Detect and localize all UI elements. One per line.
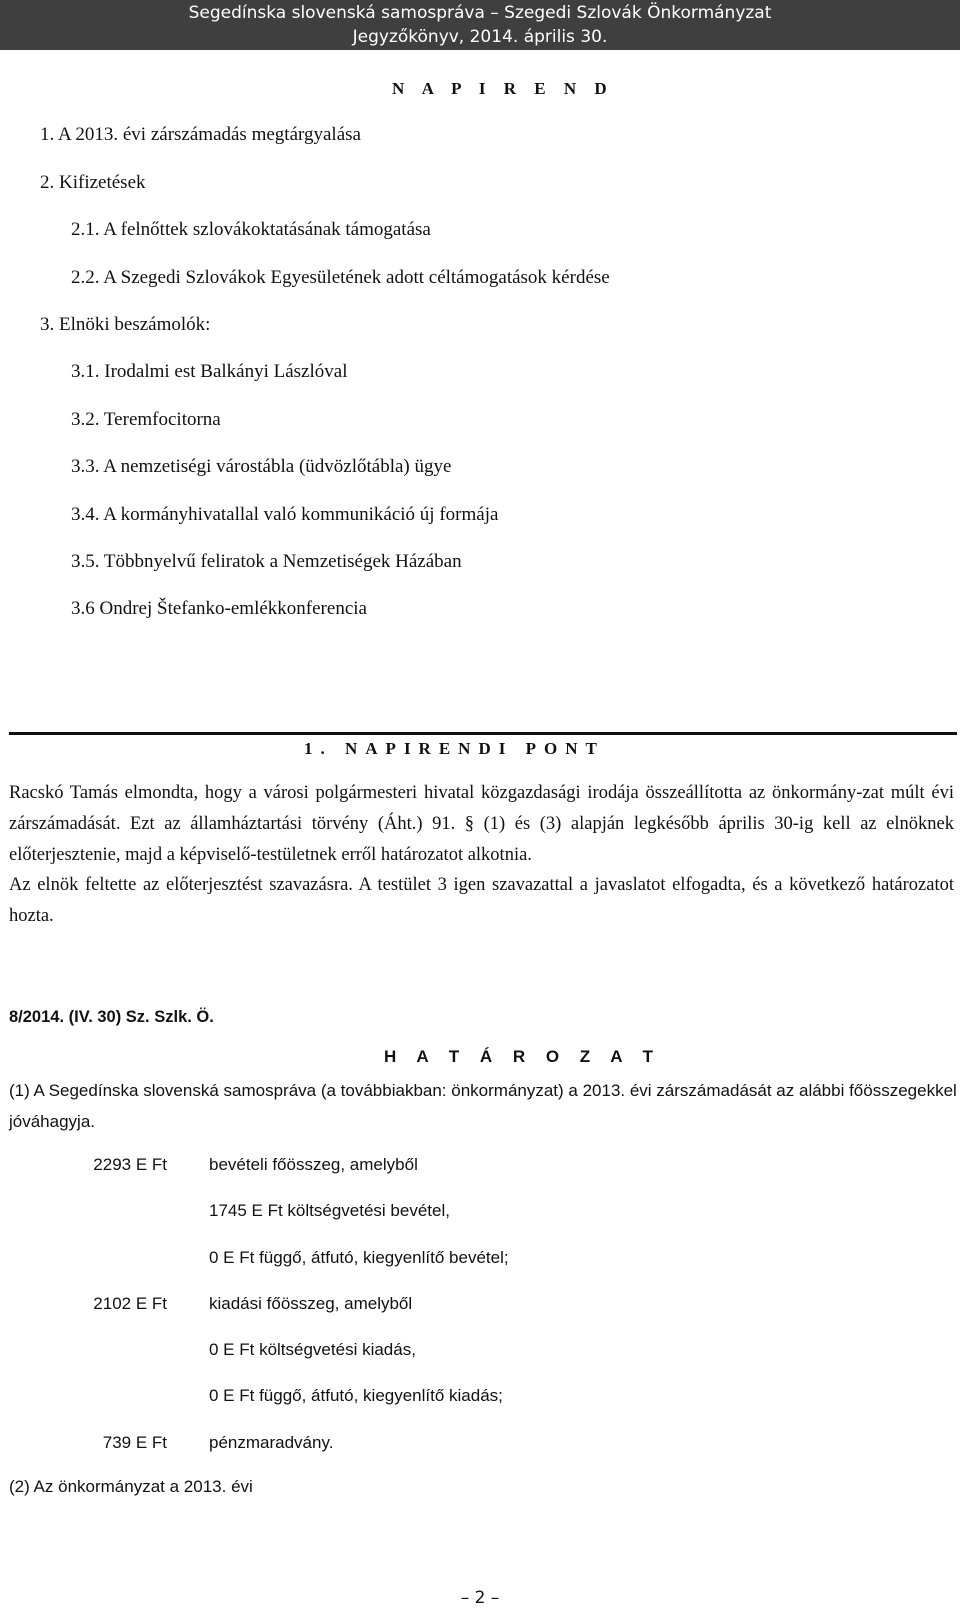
agenda-item: 1. A 2013. évi zárszámadás megtárgyalása [40,124,361,145]
amount-value: 2102 E Ft [93,1294,167,1313]
agenda-item: 3.6 Ondrej Štefanko-emlékkonferencia [71,598,367,619]
section-paragraph: Az elnök feltette az előterjesztést szavazásra. A testület 3 igen szavazattal a javaslatot elfogadta, és a következő határozatot hozta. [9,875,954,926]
page-header [0,0,960,50]
page-number: – 2 – [460,1588,500,1608]
agenda-item: 3.4. A kormányhivatallal való kommunikáció új formája [71,504,499,525]
amount-description: kiadási főösszeg, amelyből [209,1294,413,1313]
header-title: Segedínska slovenská samospráva – Szegedi Szlovák Önkormányzat [188,3,772,23]
amount-description: 0 E Ft függő, átfutó, kiegyenlítő bevétel; [209,1248,509,1267]
agenda-item: 3.3. A nemzetiségi várostábla (üdvözlőtábla) ügye [71,456,452,477]
amount-description: 0 E Ft függő, átfutó, kiegyenlítő kiadás; [209,1386,503,1405]
agenda-item: 3.1. Irodalmi est Balkányi Lászlóval [71,361,348,382]
agenda-item: 3.5. Többnyelvű feliratok a Nemzetiségek Házában [71,551,462,572]
amount-description: pénzmaradvány. [209,1433,334,1452]
resolution-number: 8/2014. (IV. 30) Sz. Szlk. Ö. [9,1008,214,1026]
resolution-paragraph: (2) Az önkormányzat a 2013. évi [9,1477,253,1496]
agenda-item: 2.1. A felnőttek szlovákoktatásának támogatása [71,219,431,240]
agenda-item: 2. Kifizetések [40,172,146,193]
section-title: 1. NAPIRENDI PONT [304,739,605,758]
resolution-paragraph: (1) A Segedínska slovenská samospráva (a továbbiakban: önkormányzat) a 2013. évi zárszámadását az alábbi főösszegekkel jóváhagyja. [9,1081,957,1131]
resolution-title: H A T Á R O Z A T [384,1047,662,1066]
amount-value: 739 E Ft [102,1433,167,1452]
amount-description: 0 E Ft költségvetési kiadás, [209,1340,416,1359]
agenda-item: 2.2. A Szegedi Szlovákok Egyesületének adott céltámogatások kérdése [71,267,610,288]
agenda-item: 3.2. Teremfocitorna [71,409,221,430]
section-divider [9,732,957,735]
agenda-title: N A P I R E N D [392,79,614,98]
amount-description: bevételi főösszeg, amelyből [209,1155,418,1174]
agenda-item: 3. Elnöki beszámolók: [40,314,211,335]
amount-description: 1745 E Ft költségvetési bevétel, [209,1201,450,1220]
amount-value: 2293 E Ft [93,1155,167,1174]
header-subtitle: Jegyzőkönyv, 2014. április 30. [352,27,608,47]
section-paragraph: Racskó Tamás elmondta, hogy a városi polgármesteri hivatal közgazdasági irodája összeállította az önkormány-zat múlt évi zárszámadását. Ezt az államháztartási törvény (Áht.) 91. § (1) és (3) alapján legkésőbb április 30-ig kell az elnöknek előterjesztenie, majd a képviselő-testületnek erről határozatot alkotnia. [9,783,954,865]
